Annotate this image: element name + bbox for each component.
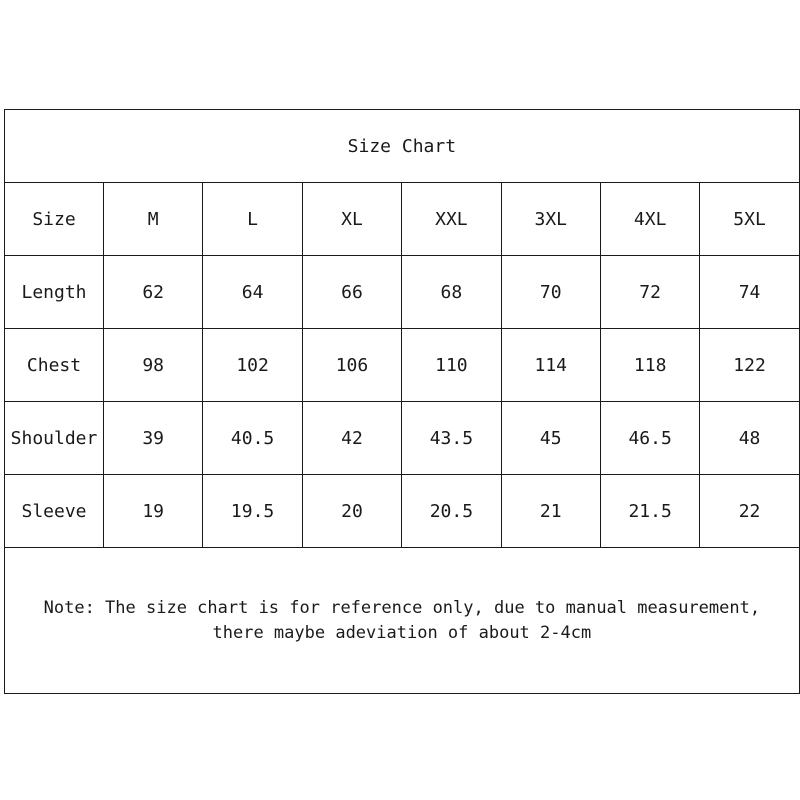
- table-cell: 74: [700, 256, 799, 329]
- note-row: [5, 548, 800, 694]
- title-row: [5, 110, 800, 183]
- table-cell: 64: [203, 256, 302, 329]
- table-cell: 40.5: [203, 402, 302, 475]
- table-cell: 46.5: [600, 402, 699, 475]
- size-header-cell: 4XL: [600, 183, 699, 256]
- size-header-cell: XXL: [402, 183, 501, 256]
- note-line-1: Note: The size chart is for reference only, due to manual measurement,: [43, 597, 761, 618]
- table-cell: 39: [104, 402, 203, 475]
- table-cell: 42: [302, 402, 401, 475]
- table-row-length: [5, 256, 800, 329]
- table-cell: 68: [402, 256, 501, 329]
- table-cell: 122: [700, 329, 799, 402]
- table-cell: 102: [203, 329, 302, 402]
- header-label: Size: [5, 183, 104, 256]
- size-header-cell: 5XL: [700, 183, 799, 256]
- table-cell: 70: [501, 256, 600, 329]
- table-cell: 118: [600, 329, 699, 402]
- table-row-chest: [5, 329, 800, 402]
- table-cell: 45: [501, 402, 600, 475]
- size-chart-table: [4, 109, 800, 694]
- chart-title: Size Chart: [5, 110, 800, 183]
- row-label: Chest: [5, 329, 104, 402]
- table-cell: 21.5: [600, 475, 699, 548]
- table-cell: 98: [104, 329, 203, 402]
- row-label: Length: [5, 256, 104, 329]
- table-cell: 22: [700, 475, 799, 548]
- table-cell: 110: [402, 329, 501, 402]
- size-header-cell: L: [203, 183, 302, 256]
- table-cell: 48: [700, 402, 799, 475]
- table-cell: 66: [302, 256, 401, 329]
- table-cell: 21: [501, 475, 600, 548]
- header-row: [5, 183, 800, 256]
- row-label: Shoulder: [5, 402, 104, 475]
- table-cell: 19.5: [203, 475, 302, 548]
- size-header-cell: M: [104, 183, 203, 256]
- table-cell: 114: [501, 329, 600, 402]
- table-cell: 20.5: [402, 475, 501, 548]
- table-cell: 20: [302, 475, 401, 548]
- size-header-cell: XL: [302, 183, 401, 256]
- table-cell: 19: [104, 475, 203, 548]
- note-line-2: there maybe adeviation of about 2-4cm: [212, 622, 592, 643]
- size-header-cell: 3XL: [501, 183, 600, 256]
- table-cell: 72: [600, 256, 699, 329]
- table-cell: 43.5: [402, 402, 501, 475]
- table-row-sleeve: [5, 475, 800, 548]
- table-cell: 62: [104, 256, 203, 329]
- table-cell: 106: [302, 329, 401, 402]
- table-row-shoulder: [5, 402, 800, 475]
- row-label: Sleeve: [5, 475, 104, 548]
- note-cell: [5, 548, 800, 694]
